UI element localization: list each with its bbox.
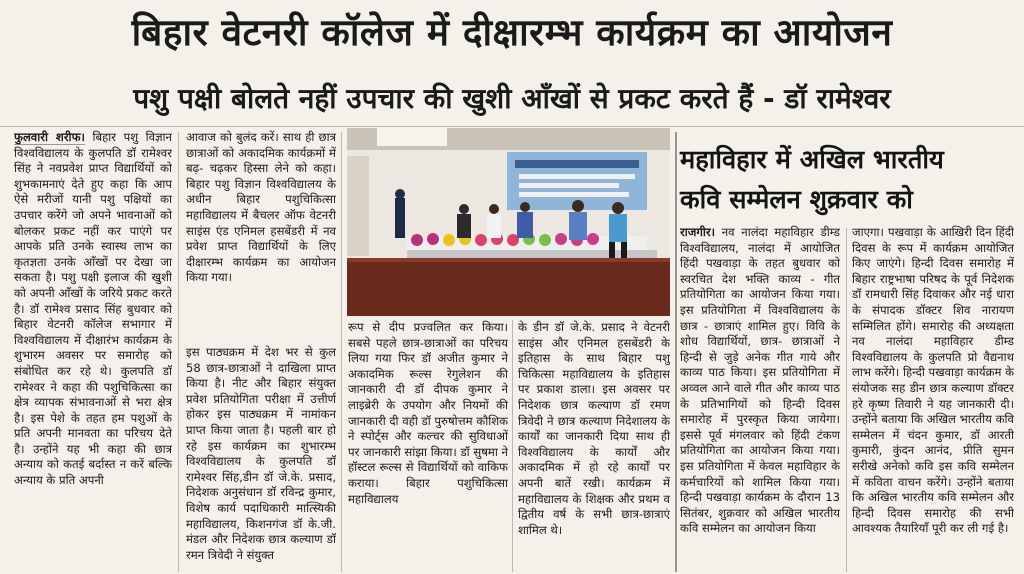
article-text: रूप से दीप प्रज्वलित कर किया। सबसे पहले छात्र-छात्राओं का परिचय लिया गया फिर डॉ अजीत कुमार ने अकादमिक रूल्स रेगुलेशन की जानकारी दी डॉ दीपक कुमार ने लाइब्रेरी के उपयोग और नियमों की जानकारी दी वही डॉ पुरुषोत्तम कौशिक ने स्पोर्ट्स और कल्चर की सुविधाओं पर जानकारी सांझा किया। डॉ सुषमा ने हॉस्टल रूल्स से विद्यार्थियों को वाकिफ कराया। बिहार पशुचिकित्सा महाविद्यालय [348, 320, 508, 506]
main-headline: बिहार वेटनरी कॉलेज में दीक्षारम्भ कार्यक्रम का आयोजन [131, 11, 893, 54]
event-photo [347, 128, 670, 316]
sidebar-text: नव नालंदा महाविहार डीम्ड विश्वविद्यालय, नालंदा में आयोजित हिंदी पखवाड़ा के तहत बुधवार को स्वरचित देश भक्ति काव्य - गीत प्रतियोगिता का आयोजन किया गया। इस प्रतियोगिता में विश्वविद्यालय के छात्र - छात्राएं शामिल हुए। विवि के शोध विद्यार्थियों, छात्र- छात्राओं ने हिन्दी से जुड़े अनेक गीत गाये और काव्य पाठ किया। इस प्रतियोगिता में अव्वल आने वाले गीत और काव्य पाठ के प्रतिभागियों को हिन्दी दिवस समारोह में पुरस्कृत किया जायेगा। इससे पूर्व मंगलवार को हिंदी टंकण प्रतियोगिता का आयोजन किया गया। इस प्रतियोगिता में केवल महाविहार के कर्मचारियों को शामिल किया गया। हिन्दी पखवाड़ा कार्यक्रम के दौरान 13 सितंबर, शुक्रवार को अखिल भारतीय कवि सम्मेलन का आयोजन किया [680, 225, 840, 536]
sidebar-headline-line: कवि सम्मेलन शुक्रवार को [680, 185, 913, 215]
article-column-4 [518, 320, 670, 574]
article-text: इस पाठ्यक्रम में देश भर से कुल 58 छात्र-छात्राओं ने दाखिला प्राप्त किया है। नीट और बिहार संयुक्त प्रवेश प्रतियोगिता परीक्षा में उत्तीर्ण होकर इस पाठ्यक्रम में नामांकन प्राप्त किया जाता है। पहली बार हो रहे इस कार्यक्रम का शुभारम्भ विश्वविद्यालय के कुलपति डॉ रामेश्वर सिंह,डीन डॉ जे.के. प्रसाद, निदेशक अनुसंधान डॉ रविन्द्र कुमार, विशेष कार्य पदाधिकारी मात्स्यिकी महाविद्यालय, किशनगंज डॉ के.जी. मंडल और निदेशक छात्र कल्याण डॉ रमन त्रिवेदी ने संयुक्त [186, 345, 336, 562]
article-column-2-continued [186, 345, 336, 574]
column-divider [512, 320, 513, 572]
sidebar-column-1 [680, 225, 840, 574]
article-column-3 [348, 320, 508, 574]
divider [0, 126, 1024, 127]
article-column-2 [186, 130, 336, 345]
sub-headline: पशु पक्षी बोलते नहीं उपचार की खुशी आँखों से प्रकट करते हैं - डॉ रामेश्वर [133, 82, 891, 115]
sidebar-divider [675, 132, 677, 572]
dateline: फुलवारी शरीफ। [14, 130, 85, 144]
article-column-1 [14, 130, 172, 574]
sidebar-text: जाएगा। पखवाड़ा के आखिरी दिन हिंदी दिवस के रूप में कार्यक्रम आयोजित किए जाएंगे। हिन्दी दिवस समारोह में बिहार राष्ट्रभाषा परिषद के पूर्व निदेशक डॉ रामधारी सिंह दिवाकर और नई धारा के संपादक डॉक्टर शिव नारायण सम्मिलित होंगे। समारोह की अध्यक्षता नव नालंदा महाविहार डीम्ड विश्वविद्यालय के कुलपति प्रो वैद्यनाथ लाभ करेंगे। हिन्दी पखवाड़ा कार्यक्रम के संयोजक सह डीन छात्र कल्याण डॉक्टर हरे कृष्ण तिवारी ने यह जानकारी दी। उन्होंने बताया कि अखिल भारतीय कवि सम्मेलन में चंदन कुमार, डॉ आरती कुमारी, कुंदन आनंद, प्रीति सुमन सरीखे अनेको कवि इस कवि सम्मेलन में कविता वाचन करेंगे। उन्होंने बताया कि अखिल भारतीय कवि सम्मेलन और हिन्दी दिवस समारोह की सभी आवश्यक तैयारियाँ पूरी कर ली गई है। [852, 225, 1014, 536]
sidebar-headline [680, 140, 1020, 220]
sidebar-headline-line: महाविहार में अखिल भारतीय [680, 145, 944, 175]
column-divider [846, 228, 847, 572]
sidebar-column-2 [852, 225, 1014, 574]
article-text: के डीन डॉ जे.के. प्रसाद ने वेटनरी साइंस और एनिमल हसबेंडरी के इतिहास के साथ बिहार पशु चिकित्सा महाविद्यालय के इतिहास पर प्रकाश डाला। इस अवसर पर निदेशक छात्र कल्याण डॉ रमण त्रिवेदी ने छात्र कल्याण निदेशालय के कार्यों का जानकारी दिया साथ ही विश्वविद्यालय के कार्यों और अकादमिक में हो रहे कार्यों पर अपनी बातें रखी। कार्यक्रम में महाविद्यालय के शिक्षक और प्रथम व द्वितीय वर्ष के सभी छात्र-छात्राएं शामिल थे। [518, 320, 670, 537]
column-divider [341, 132, 342, 572]
article-text: आवाज को बुलंद करें। साथ ही छात्र छात्राओं को अकादमिक कार्यक्रमों में बढ़- चढ़कर हिस्सा लेने को कहा। बिहार पशु विज्ञान विश्वविद्यालय के अधीन बिहार पशुचिकित्सा महाविद्यालय में बैचलर ऑफ वेटनरी साइंस एंड एनिमल हसबेंडरी में नव प्रवेश प्राप्त विद्यार्थियों के लिए दीक्षारम्भ कार्यक्रम का आयोजन किया गया। [186, 130, 336, 285]
article-text: बिहार पशु विज्ञान विश्वविद्यालय के कुलपति डॉ रामेश्वर सिंह ने नवप्रवेश प्राप्त विद्यार्थियों को शुभकामनाएं देते हुए कहा कि आप ऐसे मरीजों यानी पशु पक्षियों का उपचार करेंगे जो अपने भावनाओं को बोलकर प्रकट नहीं कर पाएंगे पर आपके प्रति उनके स्वास्थ लाभ का कृतज्ञता उनके आँखों पर देखा जा सकता है। पशु पक्षी इलाज की खुशी को अपनी आँखों के जरिये प्रकट करते है। डॉ रामेश्व प्रसाद सिंह बुधवार को बिहार वेटनरी कॉलेज सभागार में विश्वविद्यालय में दीक्षारंभ कार्यक्रम के शुभारम अवसर पर समारोह को संबोधित कर रहे थे। कुलपति डॉ रामेश्वर ने कहा की पशुचिकित्सा का क्षेत्र व्यापक संभावनाओं से भरा क्षेत्र है। इस पेशे के तहत हम पशुओं के प्रति अपनी मानवता का परिचय देते है। उन्होंने यह भी कहा की छात्र अन्याय को कतई बर्दास्त न करें बल्कि अन्याय के प्रति अपनी [14, 130, 172, 488]
sidebar-dateline: राजगीर। [680, 225, 716, 239]
column-divider [178, 132, 179, 572]
